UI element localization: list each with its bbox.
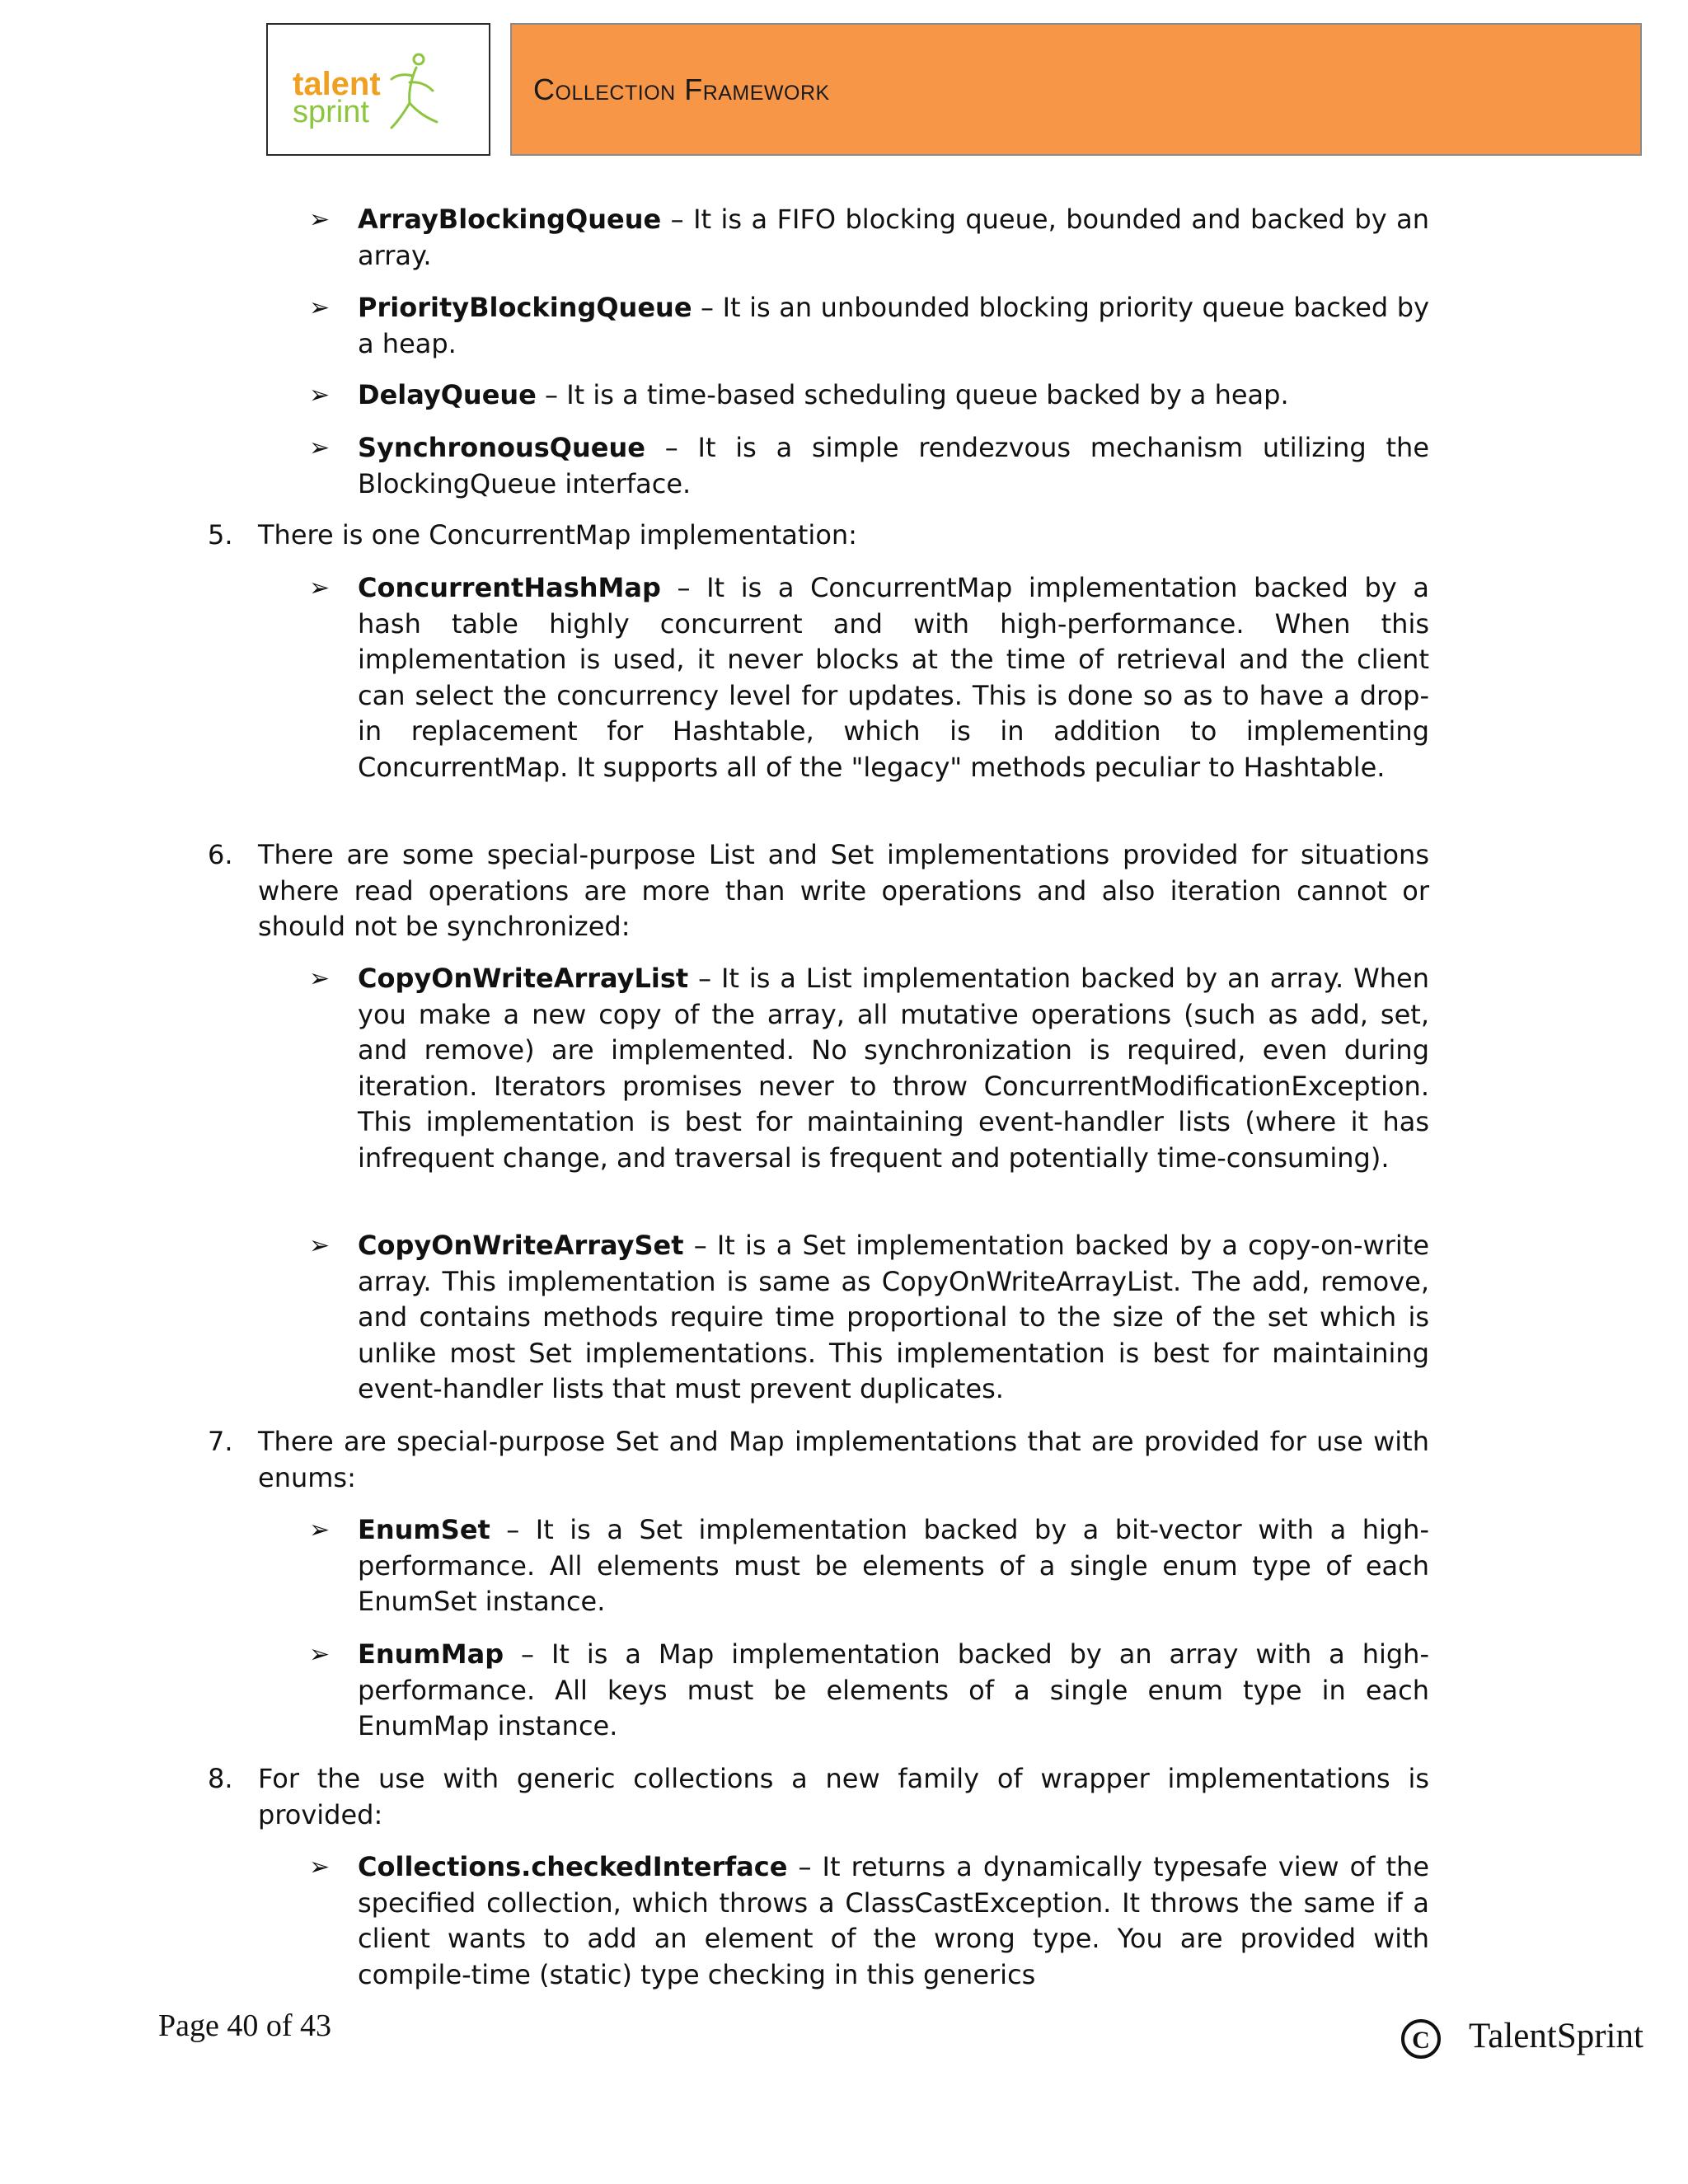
bullet-concurrent-hash-map <box>358 570 1429 785</box>
description: – It is a ConcurrentMap implementation backed by a hash table highly concurrent and with high-performance. When this implementation is used, it never blocks at the time of retrieval and the client can select the concurrency level for updates. This is done so as to have a drop-in replacement for Hashtable, which is in addition to implementing ConcurrentMap. It supports all of the "legacy" methods peculiar to Hashtable. <box>358 572 1429 783</box>
bullet-arrow-icon: ➢ <box>309 1640 331 1669</box>
bullet-arrow-icon: ➢ <box>309 293 331 322</box>
bullet-arrow-icon: ➢ <box>309 205 331 234</box>
logo-word-sprint: sprint <box>293 95 369 129</box>
list-item-6: There are some special-purpose List and Set implementations provided for situations where read operations are more than write operations and also iteration cannot or should not be synchronized: <box>258 839 1429 942</box>
bullet-enum-map <box>358 1637 1429 1745</box>
list-marker: 7. <box>208 1426 233 1457</box>
term: ArrayBlockingQueue <box>358 204 662 235</box>
bullet-arrow-icon: ➢ <box>309 574 331 602</box>
list-item-7: There are special-purpose Set and Map implementations that are provided for use with enums: <box>258 1426 1429 1493</box>
description: – It is a simple rendezvous mechanism utilizing the BlockingQueue interface. <box>358 432 1429 499</box>
list-marker: 8. <box>208 1763 233 1794</box>
bullet-copy-on-write-array-list <box>358 961 1429 1176</box>
bullet-arrow-icon: ➢ <box>309 434 331 462</box>
bullet-arrow-icon: ➢ <box>309 1516 331 1544</box>
logo-word-talent: talent <box>293 66 381 102</box>
svg-text:C: C <box>1412 2027 1430 2054</box>
term: DelayQueue <box>358 379 537 410</box>
bullet-arrow-icon: ➢ <box>309 381 331 410</box>
list-marker: 6. <box>208 839 233 870</box>
logo <box>266 23 490 156</box>
term: EnumMap <box>358 1638 504 1670</box>
description: – It is an unbounded blocking priority queue backed by a heap. <box>358 292 1429 359</box>
list-marker: 5. <box>208 519 233 551</box>
description: – It is a Map implementation backed by an array with a high-performance. All keys must be elements of a single enum type in each EnumMap instance. <box>358 1638 1429 1741</box>
term: PriorityBlockingQueue <box>358 292 692 323</box>
description: – It is a Set implementation backed by a bit-vector with a high-performance. All elements must be elements of a single enum type of each EnumSet instance. <box>358 1514 1429 1617</box>
bullet-array-blocking-queue <box>358 202 1429 274</box>
header-title-bar <box>510 23 1642 156</box>
bullet-priority-blocking-queue <box>358 290 1429 362</box>
term: ConcurrentHashMap <box>358 572 661 603</box>
bullet-collections-checked-interface <box>358 1849 1429 1993</box>
copyright-icon <box>1398 2016 1444 2062</box>
term: EnumSet <box>358 1514 490 1545</box>
bullet-enum-set <box>358 1512 1429 1620</box>
description: – It is a Set implementation backed by a copy-on-write array. This implementation is same as CopyOnWriteArrayList. The add, remove, and contains methods require time proportional to the size of the set which is unlike most Set implementations. This implementation is best for maintaining event-handler lists that must prevent duplicates. <box>358 1230 1429 1404</box>
list-item-5: There is one ConcurrentMap implementation: <box>258 519 857 551</box>
page-title: Collection Framework <box>533 73 830 106</box>
term: SynchronousQueue <box>358 432 645 463</box>
bullet-synchronous-queue <box>358 430 1429 502</box>
description: – It is a List implementation backed by an array. When you make a new copy of the array, all mutative operations (such as add, set, and remove) are implemented. No synchronization is required, even during iteration. Iterators promises never to throw ConcurrentModificationException. This implementation is best for maintaining event-handler lists (where it has infrequent change, and traversal is frequent and potentially time-consuming). <box>358 963 1429 1174</box>
list-item-8: For the use with generic collections a new family of wrapper implementations is provided: <box>258 1763 1429 1830</box>
term: CopyOnWriteArraySet <box>358 1230 684 1261</box>
description: – It returns a dynamically typesafe view of the specified collection, which throws a ClassCastException. It throws the same if a client wants to add an element of the wrong type. You are provided with compile-time (static) type checking in this generics <box>358 1851 1429 1990</box>
footer-brand: TalentSprint <box>1469 2017 1643 2055</box>
bullet-arrow-icon: ➢ <box>309 1231 331 1260</box>
term: CopyOnWriteArrayList <box>358 963 689 994</box>
term: Collections.checkedInterface <box>358 1851 788 1882</box>
talentsprint-logo-icon <box>268 25 492 157</box>
description: – It is a FIFO blocking queue, bounded and backed by an array. <box>358 204 1429 271</box>
bullet-copy-on-write-array-set <box>358 1228 1429 1408</box>
bullet-delay-queue <box>358 377 1429 414</box>
page-number: Page 40 of 43 <box>158 2008 332 2043</box>
bullet-arrow-icon: ➢ <box>309 964 331 993</box>
description: – It is a time-based scheduling queue backed by a heap. <box>536 379 1289 410</box>
bullet-arrow-icon: ➢ <box>309 1853 331 1882</box>
